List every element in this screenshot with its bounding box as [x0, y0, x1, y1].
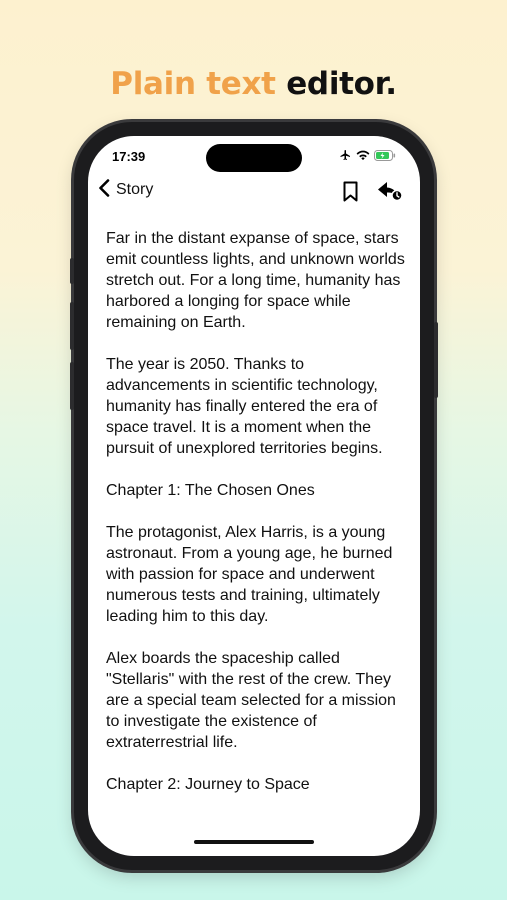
story-paragraph: Chapter 2: Journey to Space: [106, 776, 310, 793]
nav-title: Story: [116, 181, 154, 198]
side-button-volume-down: [70, 362, 74, 410]
status-time: 17:39: [112, 149, 146, 164]
airplane-icon: [339, 148, 352, 166]
headline-rest: editor.: [286, 66, 397, 102]
phone-screen: [88, 136, 420, 856]
share-icon[interactable]: [376, 180, 404, 207]
back-button[interactable]: [98, 178, 153, 202]
side-button-action: [70, 258, 74, 284]
bookmark-icon[interactable]: [343, 181, 358, 207]
story-text[interactable]: [106, 228, 406, 826]
story-paragraph: The protagonist, Alex Harris, is a young astronaut. From a young age, he burned with passion for space and underwent numerous tests and training, ultimately leading him to this day.: [106, 524, 393, 625]
dynamic-island: [206, 144, 302, 172]
wifi-icon: [356, 148, 370, 166]
chevron-left-icon: [98, 179, 110, 202]
side-button-volume-up: [70, 302, 74, 350]
story-paragraph: Far in the distant expanse of space, stars emit countless lights, and unknown worlds stretch out. For a long time, humanity has harbored a longing for space while remaining on Earth.: [106, 230, 405, 331]
headline-accent: Plain text: [110, 66, 276, 102]
story-paragraph: The year is 2050. Thanks to advancements in scientific technology, humanity has finally entered the era of space travel. It is a moment when the pursuit of unexplored territories begins.: [106, 356, 383, 457]
status-icons: [339, 148, 396, 166]
phone-frame: [74, 122, 434, 870]
side-button-power: [434, 322, 438, 398]
story-paragraph: Chapter 1: The Chosen Ones: [106, 482, 315, 499]
story-paragraph: Alex boards the spaceship called "Stellaris" with the rest of the crew. They are a special team selected for a mission to investigate the existence of extraterrestrial life.: [106, 650, 396, 751]
home-indicator[interactable]: [194, 840, 314, 844]
headline: [0, 66, 507, 102]
battery-icon: [374, 148, 396, 166]
nav-actions: [343, 180, 404, 207]
